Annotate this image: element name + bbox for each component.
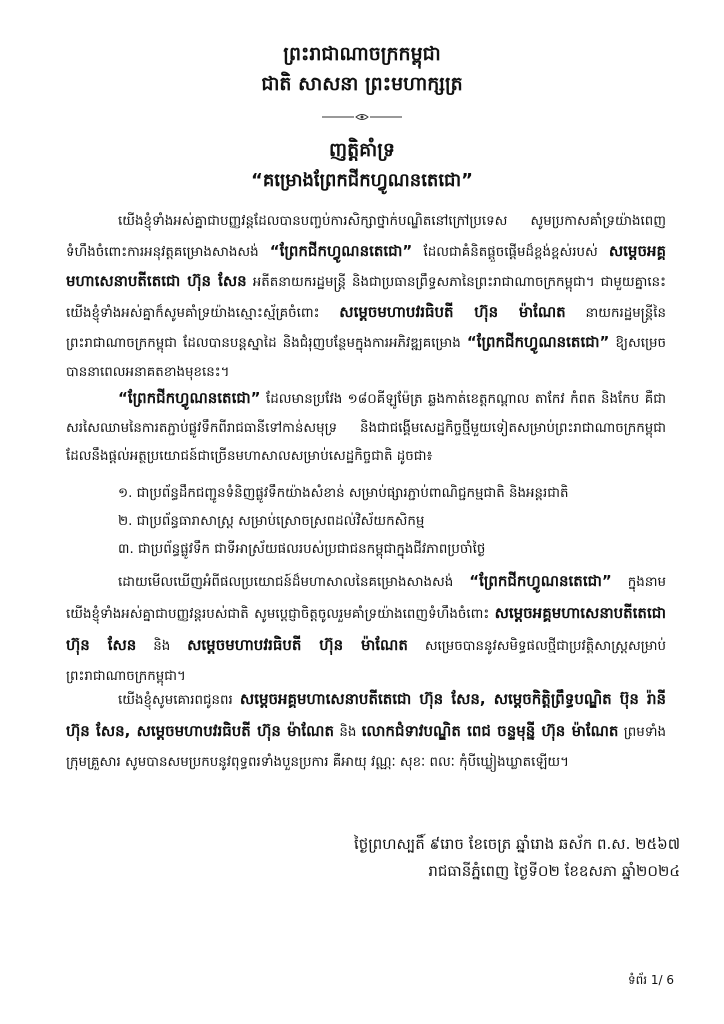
document-title: ញត្តិគាំទ្រ — [329, 139, 395, 161]
canal-name-4: “ព្រែកជីកហ្វូណនតេជោ” — [469, 572, 612, 590]
paragraph-3-text-e: និង — [153, 639, 171, 654]
hun-sen-title: សម្តេចអគ្គមហាសេនាបតីតេជោ ហ៊ុន សែន — [66, 241, 667, 290]
paragraph-3-text-c: ក្នុងនាមយើងខ្ញុំទាំងអស់គ្នាជាបញ្ញវន្តរបស់ជាតិ សូមប្តេជ្ញាចិត្តចូលរួមគាំទ្រយ៉ាងពេញទំហឹងចំពោះ — [66, 575, 666, 622]
paragraph-1-text-a: យើងខ្ញុំទាំងអស់គ្នាជាបញ្ញវន្តដែលបានបញ្ចប់ការសិក្សាថ្នាក់បណ្ឌិតនៅក្រៅប្រទេស សូមប្រកាសគាំទ្រយ៉ាងពេញទំហឹងចំពោះការអនុវត្តគម្រោងសាងសង់ — [66, 214, 666, 260]
lunar-date: ថ្ងៃព្រហស្បតិ៍ ៩រោច ខែចេត្រ ឆ្នាំរោង ឆស័ក ព.ស. ២៥៦៧ — [353, 835, 680, 853]
leaders-names: សម្តេចអគ្គមហាសេនាបតីតេជោ ហ៊ុន សែន, សម្តេចកិត្តិព្រឹទ្ធបណ្ឌិត ប៊ុន រ៉ានី ហ៊ុន សែន, សម្តេចមហាបវរធិបតី ហ៊ុន ម៉ាណែត — [66, 690, 666, 740]
hun-manet-title-2: សម្តេចមហាបវរធិបតី ហ៊ុន ម៉ាណែត — [187, 636, 408, 654]
paragraph-2 — [66, 384, 666, 472]
list-item: ១. ជាប្រព័ន្ធដឹកជញ្ជូនទំនិញផ្លូវទឹកយ៉ាងសំខាន់ សម្រាប់ផ្សារភ្ជាប់ពាណិជ្ជកម្មជាតិ និងអន្តរជាតិ — [118, 486, 569, 501]
document-subtitle: “គម្រោងព្រែកជីកហ្វូណនតេជោ” — [250, 170, 474, 191]
hun-manet-title: សម្តេចមហាបវរធិបតី ហ៊ុន ម៉ាណែត — [339, 302, 566, 321]
canal-name-3: “ព្រែកជីកហ្វូណនតេជោ” — [118, 389, 261, 407]
paragraph-4-text-c: និង — [339, 725, 357, 740]
canal-name: “ព្រែកជីកហ្វូណនតេជោ” — [269, 241, 413, 260]
spouse-name: លោកជំទាវបណ្ឌិត ពេជ ចន្ទមុន្នី ហ៊ុន ម៉ាណែត — [361, 722, 619, 740]
paragraph-4-text-a: យើងខ្ញុំសូមគោរពជូនពរ — [118, 693, 233, 708]
list-item: ៣. ជាប្រព័ន្ធផ្លូវទឹក ជាទីអាស្រ័យផលរបស់ប្រជាជនកម្ពុជាក្នុងជីវភាពប្រចាំថ្ងៃ — [118, 542, 486, 557]
paragraph-3 — [66, 566, 666, 692]
benefits-list — [118, 480, 678, 564]
hun-sen-title-2: សម្តេចអគ្គមហាសេនាបតីតេជោ ហ៊ុន សែន — [66, 604, 666, 654]
paragraph-1-text-e: អតីតនាយករដ្ឋមន្ត្រី និងជាប្រធានព្រឹទ្ធសភានៃព្រះរាជាណាចក្រកម្ពុជា។ ជាមួយគ្នានេះ យើងខ្ញុំទាំងអស់គ្នាក៏សូមគាំទ្រយ៉ាងស្មោះស្ម័គ្រចំពោះ — [66, 275, 666, 321]
paragraph-1-text-i: ឱ្យសម្រេចបាននាពេលអនាគតខាងមុខនេះ។ — [66, 336, 666, 380]
paragraph-3-text-g: សម្រេចបាននូវសមិទ្ធផលថ្មីជាប្រវត្តិសាស្ត្រសម្រាប់ព្រះរាជាណាចក្រកម្ពុជា។ — [66, 639, 667, 684]
paragraph-1-text-c: ដែលជាគំនិតផ្តួចផ្តើមដ៏ខ្ពង់ខ្ពស់របស់ — [423, 244, 598, 260]
paragraph-4 — [66, 684, 666, 778]
paragraph-3-text-a: ដោយមើលឃើញអំពីផលប្រយោជន៍ដ៏មហាសាលនៃគម្រោងសាងសង់ — [118, 575, 454, 590]
kingdom-heading: ព្រះរាជាណាចក្រកម្ពុជា — [283, 43, 441, 65]
canal-name-2: “ព្រែកជីកហ្វូណនតេជោ” — [466, 333, 610, 351]
page-number: ទំព័រ 1/ 6 — [628, 973, 674, 987]
paragraph-4-text-e: ព្រមទាំងក្រុមគ្រួសារ សូមបានសមប្រកបនូវពុទ្ធពរទាំងបួនប្រការ គឺអាយុ វណ្ណៈ សុខៈ ពលៈ កុំបីឃ្លៀងឃ្លាតឡើយ។ — [66, 725, 666, 770]
list-item: ២. ជាប្រព័ន្ធធារាសាស្ត្រ សម្រាប់ស្រោចស្រពដល់វិស័យកសិកម្ម — [118, 514, 425, 529]
paragraph-1 — [66, 208, 666, 387]
solar-date: រាជធានីភ្នំពេញ ថ្ងៃទី០២ ខែឧសភា ឆ្នាំ២០២៤ — [428, 862, 680, 880]
national-motto: ជាតិ សាសនា ព្រះមហាក្សត្រ — [261, 73, 463, 95]
paragraph-1-text-g: នាយករដ្ឋមន្ត្រីនៃព្រះរាជាណាចក្រកម្ពុជា ដែលបានបន្តស្នាដៃ និងជំរុញបន្ថែមក្នុងការអភិវឌ្ឍគម្រោង — [66, 305, 666, 351]
divider-ornament-icon — [322, 112, 402, 122]
paragraph-2-text: ដែលមានប្រវែង ១៨០គីឡូម៉ែត្រ ឆ្លងកាត់ខេត្តកណ្តាល តាកែវ កំពត និងកែប គឺជាសរសៃឈាមនៃការតភ្ជាប់ផ្លូវទឹកពីរាជធានីទៅកាន់សមុទ្រ និងជាជង្គើមសេដ្ឋកិច្ចថ្មីមួយទៀតសម្រាប់ព្រះរាជាណាចក្រកម្ពុជា ដែលនឹងផ្តល់អត្ថប្រយោជន៍ជាច្រើនមហាសាលសម្រាប់សេដ្ឋកិច្ចជាតិ ដូចជា៖ — [66, 392, 666, 464]
